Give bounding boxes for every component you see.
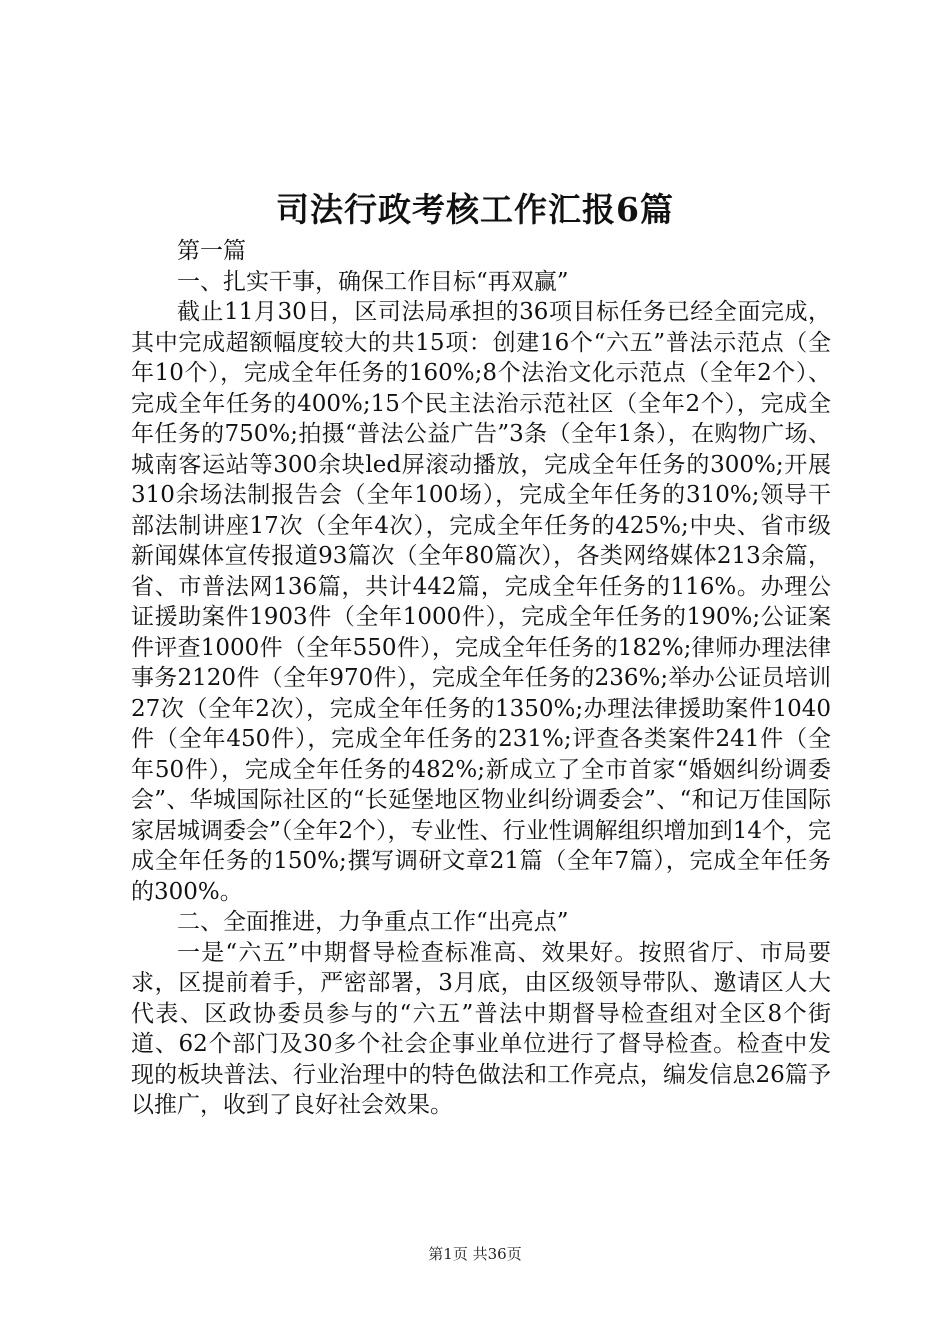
document-title: 司法行政考核工作汇报6篇 [276, 190, 674, 229]
section-heading-part-one: 第一篇 [177, 238, 246, 264]
body-paragraph-inspection: 一是“六五”中期督导检查标准高、效果好。按照省厅、市局要求，区提前着手，严密部署，3月底，由区级领导带队、邀请区人大代表、区政协委员参与的“六五”普法中期督导检查组对全区8个街道、62个部门及30多个社会企事业单位进行了督导检查。检查中发现的板块普法、行业治理中的特色做法和工作亮点，编发信息26篇予以推广，收到了良好社会效果。 [131, 939, 831, 1118]
body-paragraph-results: 截止11月30日，区司法局承担的36项目标任务已经全面完成，其中完成超额幅度较大的共15项：创建16个“六五”普法示范点（全年10个），完成全年任务的160%;8个法治文化示范点（全年2个）、完成全年任务的400%;15个民主法治示范社区（全年2个），完成全年任务的750%;拍摄“普法公益广告”3条（全年1条），在购物广场、城南客运站等300余块led屏滚动播放，完成全年任务的300%;开展310余场法制报告会（全年100场），完成全年任务的310%;领导干部法制讲座17次（全年4次），完成全年任务的425%;中央、省市级新闻媒体宣传报道93篇次（全年80篇次），各类网络媒体213余篇，省、市普法网136篇，共计442篇，完成全年任务的116%。办理公证援助案件1903件（全年1000件），完成全年任务的190%;公证案件评查1000件（全年550件），完成全年任务的182%;律师办理法律事务2120件（全年970件），完成全年任务的236%;举办公证员培训27次（全年2次），完成全年任务的1350%;办理法律援助案件1040件（全年450件），完成全年任务的231%;评查各类案件241件（全年50件），完成全年任务的482%;新成立了全市首家“婚姻纠纷调委会”、华城国际社区的“长延堡地区物业纠纷调委会”、“和记万佳国际家居城调委会”（全年2个），专业性、行业性调解组织增加到14个，完成全年任务的150%;撰写调研文章21篇（全年7篇），完成全年任务的300%。 [131, 299, 831, 905]
section-heading-key-work: 二、全面推进，力争重点工作“出亮点” [177, 909, 569, 935]
document-body [131, 236, 831, 1121]
page-footer: 第1页 共36页 [428, 1245, 522, 1263]
section-heading-goals: 一、扎实干事，确保工作目标“再双赢” [177, 268, 569, 295]
